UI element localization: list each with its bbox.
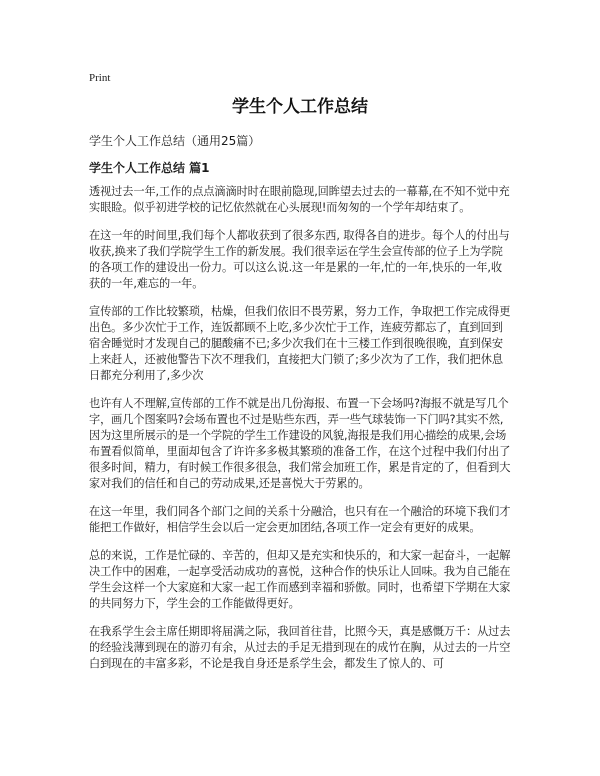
section-heading: 学生个人工作总结 篇1 xyxy=(89,161,210,175)
body-text xyxy=(89,184,511,684)
print-label: Print xyxy=(89,72,111,84)
paragraph: 在这一年的时间里,我们每个人都收获到了很多东西, 取得各自的进步。每个人的付出与收获,换来了我们学院学生工作的新发展。我们很幸运在学生会宣传部的位子上为学院的各项工作的建设出一份力。可以这么说.这一年是累的一年,忙的一年,快乐的一年,收获的一年,难忘的一年。 xyxy=(89,229,510,290)
document-title: 学生个人工作总结 xyxy=(232,97,368,117)
document-subtitle: 学生个人工作总结（通用25篇） xyxy=(89,134,261,148)
paragraph: 透视过去一年,工作的点点滴滴时时在眼前隐现,回眸望去过去的一幕幕,在不知不觉中充实眼睑。似乎初进学校的记忆依然就在心头展现!而匆匆的一个学年却结束了。 xyxy=(89,185,510,214)
paragraph: 总的来说，工作是忙碌的、辛苦的，但却又是充实和快乐的，和大家一起奋斗，一起解决工作中的困难，一起享受活动成功的喜悦，这种合作的快乐让人回味。我为自己能在学生会这样一个大家庭和大家一起工作而感到幸福和骄傲。同时，也希望下学期在大家的共同努力下，学生会的工作能做得更好。 xyxy=(89,549,511,610)
paragraph: 在我系学生会主席任期即将届满之际，我回首往昔，比照今天，真是感慨万千：从过去的经验浅薄到现在的游刃有余，从过去的手足无措到现在的成竹在胸，从过去的一片空白到现在的丰富多彩，不论是我自身还是系学生会，都发生了惊人的、可 xyxy=(89,625,511,670)
paragraph: 宣传部的工作比较繁琐，枯燥，但我们依旧不畏劳累，努力工作，争取把工作完成得更出色。多少次忙于工作，连饭都顾不上吃,多少次忙于工作，连疲劳都忘了，直到回到宿舍睡觉时才发现自己的腿酸痛不已;多少次我们在十三楼工作到很晚很晚，直到保安上来赶人，还被他警告下次不理我们，直接把大门锁了;多少次为了工作，我们把休息日都充分利用了,多少次 xyxy=(89,305,511,382)
paragraph: 在这一年里，我们同各个部门之间的关系十分融洽，也只有在一个融洽的环境下我们才能把工作做好，相信学生会以后一定会更加团结,各项工作一定会有更好的成果。 xyxy=(89,505,511,534)
paragraph: 也许有人不理解,宣传部的工作不就是出几份海报、布置一下会场吗?海报不就是写几个字，画几个图案吗?会场布置也不过是贴些东西，弄一些气球装饰一下门吗?其实不然,因为这里所展示的是一个学院的学生工作建设的风貌,海报是我们用心描绘的成果,会场布置看似简单，里面却包含了许许多多极其繁琐的准备工作，在这个过程中我们付出了很多时间，精力，有时候工作很多很急，我们常会加班工作，累是肯定的了，但看到大家对我们的信任和自己的劳动成果,还是喜悦大于劳累的。 xyxy=(89,397,511,490)
